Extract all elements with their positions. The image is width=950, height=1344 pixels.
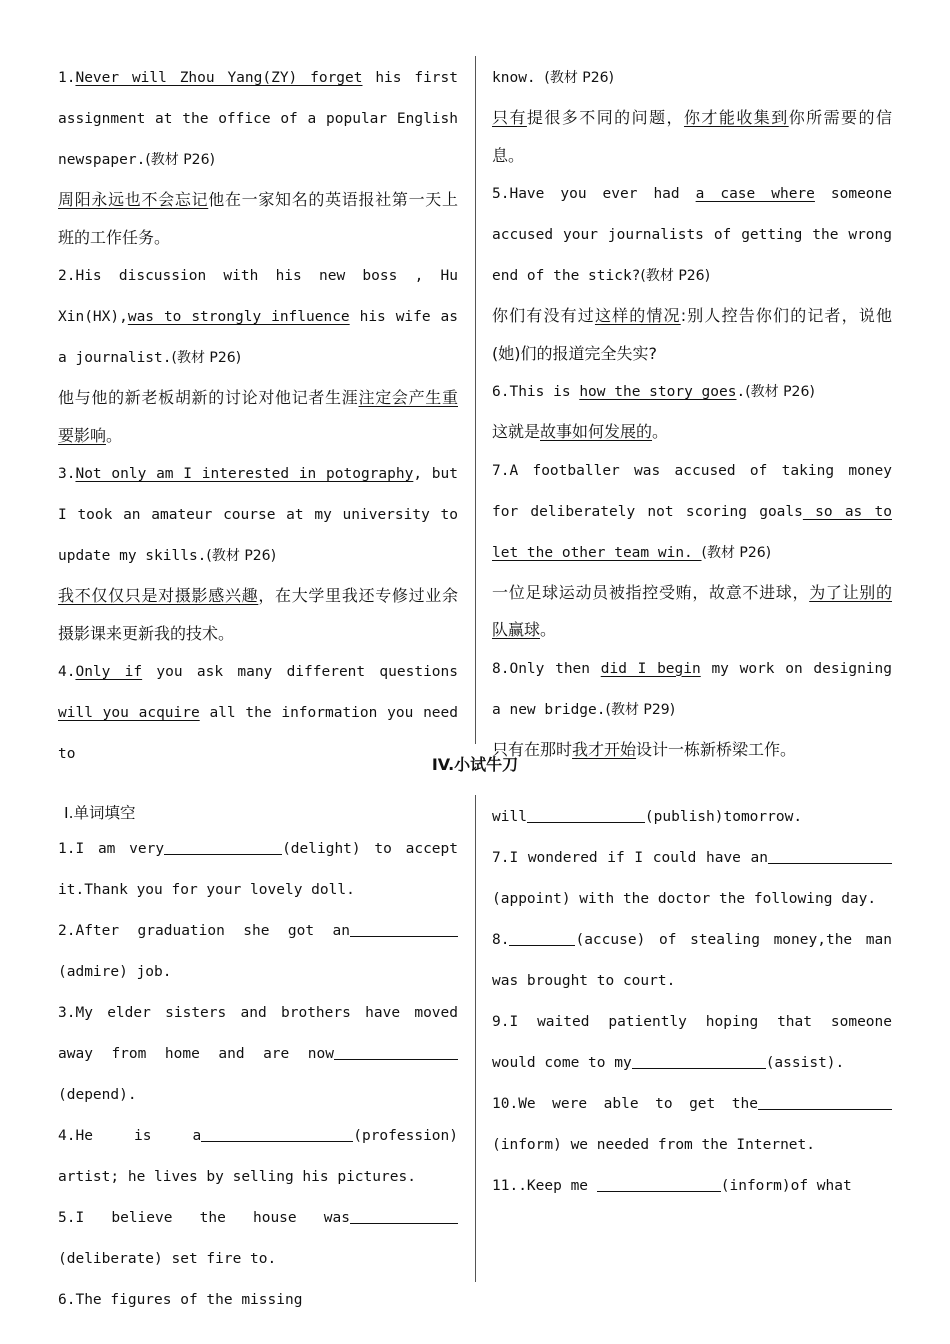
exercise-list-right — [492, 797, 892, 1207]
english-sentence: 1.Never will Zhou Yang(ZY) forget his first assignment at the office of a popular English newspaper.(教材 P26) — [58, 70, 458, 168]
exercise-text: 1.I am very — [58, 841, 165, 857]
section-title: IV.小试牛刀 — [431, 755, 519, 774]
exercise-text: (accuse) of stealing money,the man was brought to court. — [492, 932, 892, 989]
exercise-item — [58, 911, 458, 993]
answer-blank[interactable] — [509, 929, 575, 946]
exercise-text: (deliberate) set fire to. — [58, 1251, 277, 1267]
answer-blank[interactable] — [350, 920, 458, 937]
example-item-7 — [492, 451, 892, 649]
exercise-item — [492, 920, 892, 1002]
chinese-translation: 只有在那时我才开始设计一栋新桥梁工作。 — [492, 739, 797, 759]
chinese-translation: 这就是故事如何发展的。 — [492, 422, 669, 441]
exercise-list-left — [58, 829, 458, 1321]
exercise-text: 4.He is a — [58, 1128, 202, 1144]
exercise-text: (inform)of what — [720, 1178, 852, 1194]
exercise-item — [58, 829, 458, 911]
answer-blank[interactable] — [768, 847, 892, 864]
chinese-translation: 他与他的新老板胡新的讨论对他记者生涯注定会产生重要影响。 — [58, 388, 458, 445]
answer-blank[interactable] — [527, 806, 645, 823]
exercise-text: (profession) artist; he lives by selling his pictures. — [58, 1128, 458, 1185]
english-sentence: 6.This is how the story goes.(教材 P26) — [492, 384, 815, 400]
column-divider-top — [475, 56, 476, 744]
exercise-text: 8. — [492, 932, 510, 948]
answer-blank[interactable] — [597, 1175, 721, 1192]
exercise-item — [492, 1002, 892, 1084]
english-sentence-continued: know. (教材 P26) — [492, 70, 615, 86]
exercise-text: 5.I believe the house was — [58, 1210, 350, 1226]
example-item-5 — [492, 174, 892, 372]
exercise-item — [58, 1280, 458, 1321]
english-sentence: 3.Not only am I interested in potography, but I took an amateur course at my university to update my skills.(教材 P26) — [58, 466, 458, 564]
example-item-1 — [58, 58, 458, 256]
chinese-translation: 周阳永远也不会忘记他在一家知名的英语报社第一天上班的工作任务。 — [58, 190, 458, 247]
english-sentence: 2.His discussion with his new boss , Hu Xin(HX),was to strongly influence his wife as a journalist.(教材 P26) — [58, 268, 458, 366]
example-item-2 — [58, 256, 458, 454]
exercise-item — [58, 1198, 458, 1280]
exercise-text: 10.We were able to get the — [492, 1096, 758, 1112]
exercise-text: will — [492, 809, 527, 825]
exercise-text: (appoint) with the doctor the following day. — [492, 891, 877, 907]
exercise-text: 2.After graduation she got an — [58, 923, 350, 939]
exercise-text: 11..Keep me — [492, 1178, 597, 1194]
right-column-top — [492, 58, 892, 768]
exercise-text: (publish)tomorrow. — [644, 809, 803, 825]
right-column-exercises — [492, 797, 892, 1207]
english-sentence: 7.A footballer was accused of taking money for deliberately not scoring goals so as to let the other team win. (教材 P26) — [492, 462, 892, 561]
answer-blank[interactable] — [758, 1093, 892, 1110]
english-sentence: 4.Only if you ask many different questions will you acquire all the information you need to — [58, 664, 458, 762]
column-divider-bottom — [475, 795, 476, 1282]
exercise-item — [492, 1084, 892, 1166]
example-item-3 — [58, 454, 458, 652]
exercise-text: 9.I waited patiently hoping that someone would come to my — [492, 1014, 892, 1071]
chinese-translation: 我不仅仅只是对摄影感兴趣，在大学里我还专修过业余摄影课来更新我的技术。 — [58, 586, 458, 643]
exercise-text: 6.The figures of the missing — [58, 1292, 303, 1308]
left-column-exercises — [58, 797, 458, 1321]
exercise-text: (depend). — [58, 1087, 137, 1103]
exercise-text: (delight) to accept it.Thank you for your lovely doll. — [58, 841, 458, 898]
example-item-6 — [492, 372, 892, 451]
exercise-item — [58, 1116, 458, 1198]
answer-blank[interactable] — [201, 1125, 353, 1142]
exercise-item — [492, 1166, 892, 1207]
exercise-text: (inform) we needed from the Internet. — [492, 1137, 816, 1153]
exercise-text: (admire) job. — [58, 964, 172, 980]
exercise-item — [492, 797, 892, 838]
exercise-item — [492, 838, 892, 920]
sub-title: Ⅰ.单词填空 — [64, 804, 136, 822]
answer-blank[interactable] — [334, 1043, 458, 1060]
exercise-item — [58, 993, 458, 1116]
answer-blank[interactable] — [164, 838, 282, 855]
exercise-text: 7.I wondered if I could have an — [492, 850, 768, 866]
english-sentence: 5.Have you ever had a case where someone accused your journalists of getting the wrong end of the stick?(教材 P26) — [492, 186, 892, 284]
left-column-top — [58, 58, 458, 775]
english-sentence: 8.Only then did I begin my work on designing a new bridge.(教材 P29) — [492, 660, 892, 718]
chinese-translation: 只有提很多不同的问题，你才能收集到你所需要的信息。 — [492, 108, 892, 165]
answer-blank[interactable] — [632, 1052, 766, 1069]
answer-blank[interactable] — [350, 1207, 458, 1224]
exercise-text: 3.My elder sisters and brothers have moved away from home and are now — [58, 1005, 458, 1062]
exercise-text: (assist). — [765, 1055, 845, 1071]
example-item-8 — [492, 649, 892, 769]
chinese-translation: 一位足球运动员被指控受贿，故意不进球，为了让别的队赢球。 — [492, 582, 892, 639]
chinese-translation: 你们有没有过这样的情况:别人控告你们的记者，说他(她)们的报道完全失实? — [492, 306, 892, 363]
